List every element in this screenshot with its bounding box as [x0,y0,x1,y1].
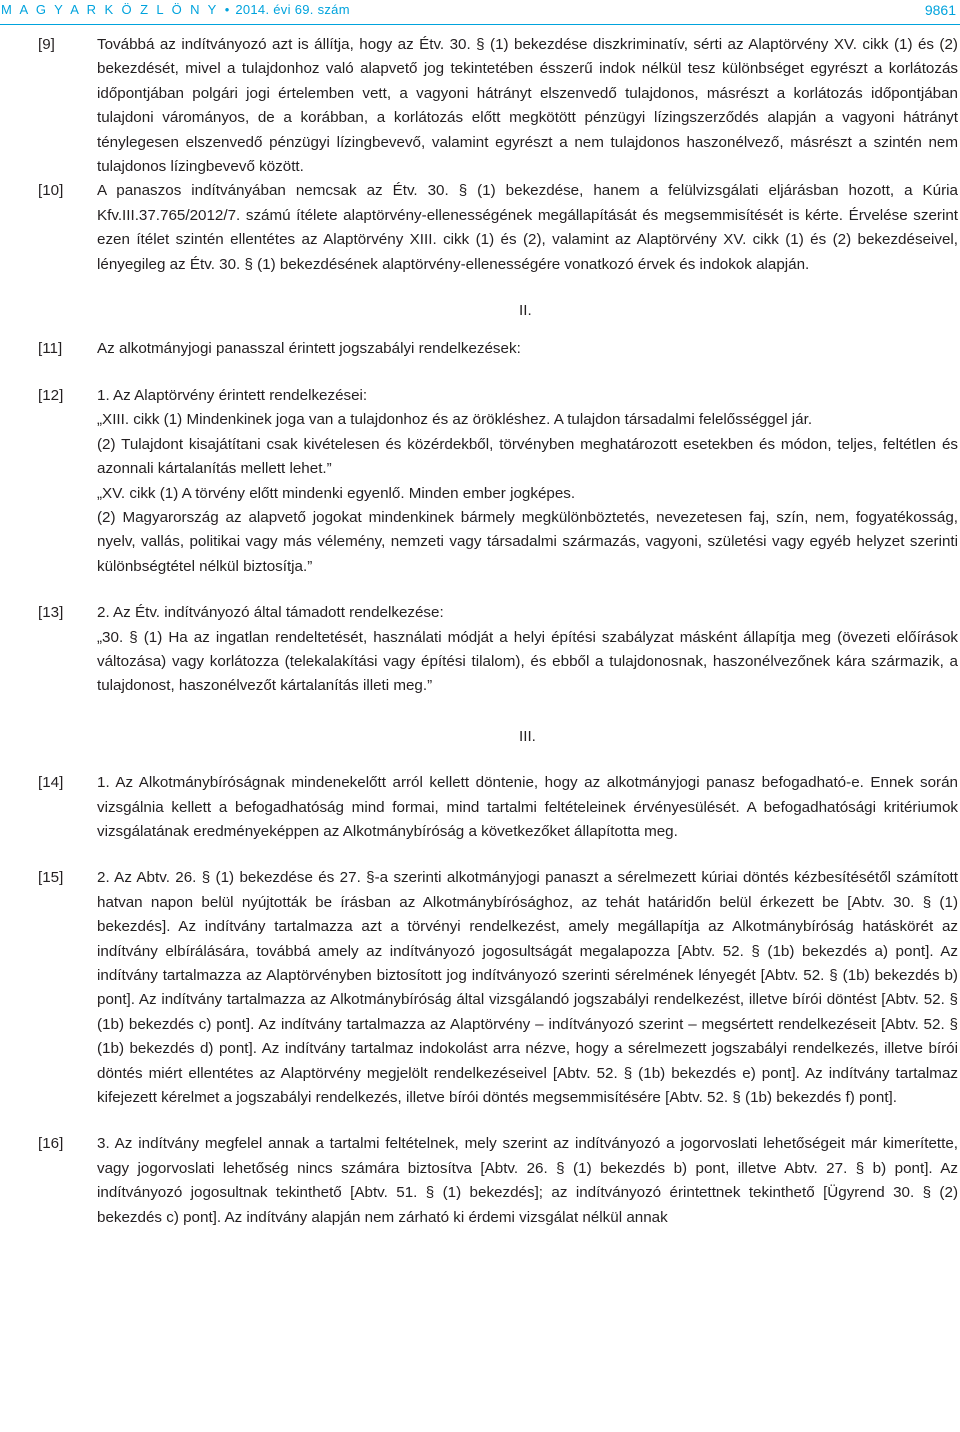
journal-name: M A G Y A R K Ö Z L Ö N Y [1,2,219,17]
paragraph-text: 2. Az Abtv. 26. § (1) bekezdése és 27. §-a szerinti alkotmányjogi panaszt a sérelmezett kúriai döntés kézbesítésétől számított hatvan napon belül nyújtották be írásban az Alkotmánybírósághoz, az tehát határidőn belül érkezett be [Abtv. 30. § (1) bekezdés]. Az indítvány tartalmazza azt a törvényi rendelkezést, amely megállapítja az Alkotmánybíróság hatáskörét az indítvány elbírálására, továbbá amely az indítványozó jogosultságát megalapozza [Abtv. 52. § (1b) bekezdés a) pont]. Az indítvány tartalmazza az Alaptörvényben biztosított jog indítványozó szerinti sérelmének lényegét [Abtv. 52. § (1b) bekezdés b) pont]. Az indítvány tartalmazza az Alkotmánybíróság által vizsgálandó jogszabályi rendelkezést, illetve bírói döntést [Abtv. 52. § (1b) bekezdés c) pont]. Az indítvány tartalmazza az Alaptörvény – indítványozó szerint – megsértett rendelkezéseit [Abtv. 52. § (1b) bekezdés d) pont]. Az indítvány tartalmaz indokolást arra nézve, hogy a sérelmezett jogszabályi rendelkezés, illetve bírói döntés miért ellentétes az Alaptörvény megjelölt rendelkezéseivel [Abtv. 52. § (1b) bekezdés e) pont]. Az indítvány tartalmaz kifejezett kérelmet a jogszabályi rendelkezés, illetve bírói döntés megsemmisítésére [Abtv. 52. § (1b) bekezdés f) pont]. [97,869,958,1107]
paragraph-number: [11] [38,340,63,358]
paragraph-16 [0,1132,960,1230]
paragraph-number: [9] [38,36,55,53]
journal-title [1,2,350,17]
paragraph-number: [14] [38,774,64,792]
paragraph-11 [0,337,960,361]
section-heading-III: III. [519,727,536,745]
paragraph-15 [0,866,960,1110]
paragraph-13 [0,601,960,699]
paragraph-number: [13] [38,604,64,622]
paragraph-12 [0,384,960,579]
paragraph-line: „XIII. cikk (1) Mindenkinek joga van a tulajdonhoz és az örökléshez. A tulajdon társadalmi felelősséggel jár. [97,411,813,429]
paragraph-line: 1. Az Alaptörvény érintett rendelkezései: [97,386,368,404]
paragraph-text: 3. Az indítvány megfelel annak a tartalmi feltételnek, mely szerint az indítványozó a jogorvoslati lehetőségeit már kimerítette, vagy jogorvoslati lehetőség nincs számára biztosítva [Abtv. 26. § (1) bekezdés b) pont, illetve Abtv. 27. § b) pont]. Az indítványozó jogosultnak tekinthető [Abtv. 51. § (1) bekezdés]; az indítványozó érintettnek tekinthető [Ügyrend 30. § (2) bekezdés c) pont]. Az indítvány alapján nem zárható ki érdemi vizsgálat nélkül annak [97,1135,958,1226]
page-number: 9861 [924,2,956,18]
paragraph-text: Az alkotmányjogi panasszal érintett jogszabályi rendelkezések: [97,340,521,358]
document-body [0,33,960,1230]
paragraph-line: (2) Tulajdont kisajátítani csak kivételesen és közérdekből, törvényben meghatározott esetekben és módon, teljes, feltétlen és azonnali kártalanítás mellett lehet.” [97,435,958,478]
paragraph-number: [16] [38,1135,64,1153]
paragraph-9 [0,33,960,179]
paragraph-text: A panaszos indítványában nemcsak az Étv. 30. § (1) bekezdése, hanem a felülvizsgálati eljárásban hozott, a Kúria Kfv.III.37.765/2012/7. számú ítélete alaptörvény-ellenességének megállapítását és megsemmisítését is kérte. Érvelése szerint ezen ítélet szintén ellentétes az Alaptörvény XIII. cikk (1) és (2), valamint az Alaptörvény XV. cikk (1) és (2) bekezdéseivel, lényegileg az Étv. 30. § (1) bekezdésének alaptörvény-ellenességére vonatkozó érvek és indokok alapján. [97,182,958,273]
issue-label: 2014. évi 69. szám [235,2,350,17]
paragraph-number: [12] [38,386,64,404]
paragraph-line: 2. Az Étv. indítványozó által támadott rendelkezése: [97,604,444,622]
paragraph-10 [0,179,960,277]
paragraph-14 [0,771,960,844]
paragraph-line: „XV. cikk (1) A törvény előtt mindenki egyenlő. Minden ember jogképes. [97,484,576,502]
paragraph-number: [15] [38,869,64,887]
paragraph-number: [10] [38,182,64,200]
paragraph-line: (2) Magyarország az alapvető jogokat mindenkinek bármely megkülönböztetés, nevezetesen faj, szín, nem, fogyatékosság, nyelv, vallás, politikai vagy más vélemény, nemzeti vagy társadalmi származás, vagyoni, születési vagy egyéb helyzet szerinti különbségtétel nélkül biztosítja.” [97,508,958,575]
section-heading-II: II. [519,302,532,320]
paragraph-text: 1. Az Alkotmánybíróságnak mindenekelőtt arról kellett döntenie, hogy az alkotmányjogi panasz befogadható-e. Ennek során vizsgálnia kellett a befogadhatóság mind formai, mind tartalmi feltételeinek érvényesülését. A befogadhatósági kritériumok vizsgálatának eredményeképpen az Alkotmánybíróság a következőket állapította meg. [97,774,958,840]
paragraph-line: „30. § (1) Ha az ingatlan rendeltetését, használati módját a helyi építési szabályzat másként állapítja meg (övezeti előírások változása) vagy korlátozza (telekalakítási vagy építési tilalom), és ebből a tulajdonosnak, haszonélvezőnek kára származik, a tulajdonost, haszonélvezőt kártalanítás illeti meg.” [97,628,958,695]
paragraph-text: Továbbá az indítványozó azt is állítja, hogy az Étv. 30. § (1) bekezdése diszkriminatív, sérti az Alaptörvény XV. cikk (1) és (2) bekezdését, mivel a tulajdonhoz való alapvető jog tekintetében ésszerű indok nélkül tesz különbséget egyrészt a korlátozás időpontjában polgári jogi értelemben vett, a vagyoni hátrányt elszenvedő tulajdonos, másrészt a korlátozás időpontjában tulajdoni várományos, de a korábban, a korlátozás előtt megkötött pénzügyi lízingszerződés alapján a vagyoni hátrányt ténylegesen elszenvedő pénzügyi lízingbevevő, valamint egyrészt a nem tulajdonos haszonélvező, másrészt a szintén nem tulajdonos lízingbevevő között. [97,36,958,176]
bullet-separator: • [224,2,230,17]
page-header [0,0,960,24]
header-rule [0,24,960,25]
